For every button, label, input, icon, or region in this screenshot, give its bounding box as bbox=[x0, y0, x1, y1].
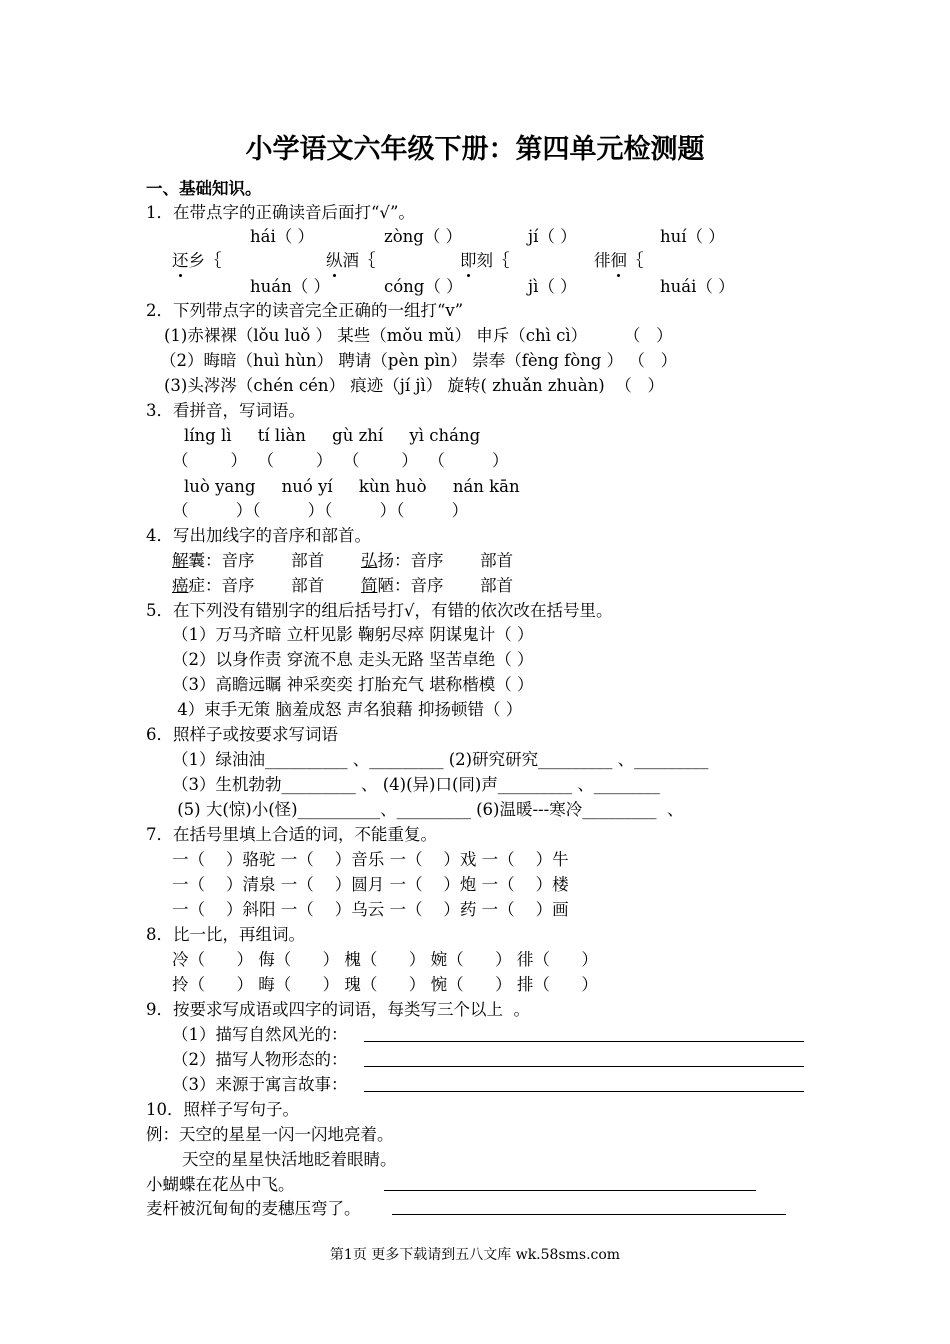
question-1-stem: 1．在带点字的正确读音后面打“√”。 bbox=[146, 203, 415, 222]
question-8-stem: 8．比一比，再组词。 bbox=[146, 925, 305, 944]
answer-brackets: （ ） （ ） （ ） （ ） bbox=[172, 451, 509, 470]
dotted-word: 纵酒｛ bbox=[326, 251, 376, 270]
pinyin-option: hái（ ） bbox=[250, 227, 314, 246]
answer-line bbox=[364, 1041, 804, 1042]
question-4-stem: 4．写出加线字的音序和部首。 bbox=[146, 526, 371, 545]
question-7-row: 一（ ）斜阳 一（ ）乌云 一（ ）药 一（ ）画 bbox=[172, 900, 569, 919]
question-6-row: （1）绿油油__________ 、_________ (2)研究研究_________ 、_________ bbox=[172, 750, 709, 769]
question-8-row: 拎（ ） 晦（ ） 瑰（ ） 惋（ ） 排（ ） bbox=[172, 975, 598, 994]
answer-line bbox=[364, 1066, 804, 1067]
question-5-row: 4）束手无策 脑羞成怒 声名狼藉 抑扬顿错（ ） bbox=[172, 700, 523, 719]
question-2-row: （2）晦暗（huì hùn） 聘请（pèn pìn） 崇奉（fèng fòng ） （ ） bbox=[160, 351, 678, 370]
question-6-stem: 6．照样子或按要求写词语 bbox=[146, 725, 338, 744]
answer-line bbox=[392, 1214, 786, 1215]
question-3-stem: 3．看拼音，写词语。 bbox=[146, 401, 305, 420]
pinyin-option: cóng（ ） bbox=[384, 277, 463, 296]
example-sentence: 天空的星星快活地眨着眼睛。 bbox=[182, 1150, 397, 1169]
question-5-row: （2）以身作责 穿流不息 走头无路 坚苦卓绝（ ） bbox=[172, 650, 534, 669]
answer-brackets: （ ）（ ）（ ）（ ） bbox=[172, 501, 469, 520]
question-2-stem: 2．下列带点字的读音完全正确的一组打“v” bbox=[146, 301, 464, 320]
dotted-word: 即刻｛ bbox=[460, 251, 510, 270]
question-9-prompt: （3）来源于寓言故事： bbox=[172, 1075, 348, 1094]
example-sentence: 例：天空的星星一闪一闪地亮着。 bbox=[146, 1125, 394, 1144]
answer-line bbox=[364, 1091, 804, 1092]
pinyin-option: jí（ ） bbox=[528, 227, 577, 246]
pinyin-option: huái（ ） bbox=[660, 277, 735, 296]
question-7-row: 一（ ）骆驼 一（ ）音乐 一（ ）戏 一（ ）牛 bbox=[172, 850, 569, 869]
question-5-row: （1）万马齐暗 立杆见影 鞠躬尽瘁 阴谋鬼计（ ） bbox=[172, 625, 534, 644]
question-10-stem: 10．照样子写句子。 bbox=[146, 1100, 299, 1119]
question-7-stem: 7．在括号里填上合适的词，不能重复。 bbox=[146, 825, 437, 844]
pinyin-row: líng lì tí liàn gù zhí yì cháng bbox=[184, 426, 481, 445]
pinyin-option: zòng（ ） bbox=[384, 227, 463, 246]
dotted-word: 徘徊｛ bbox=[594, 251, 644, 270]
dotted-word: 还乡｛ bbox=[172, 251, 222, 270]
question-7-row: 一（ ）清泉 一（ ）圆月 一（ ）炮 一（ ）楼 bbox=[172, 875, 569, 894]
question-5-stem: 5．在下列没有错别字的组后括号打√，有错的依次改在括号里。 bbox=[146, 601, 613, 620]
page-title: 小学语文六年级下册：第四单元检测题 bbox=[245, 134, 705, 165]
question-5-row: （3）高瞻远瞩 神采奕奕 打胎充气 堪称楷模（ ） bbox=[172, 675, 534, 694]
page-footer: 第1页 更多下载请到五八文库 wk.58sms.com bbox=[329, 1247, 621, 1263]
question-2-row: (3)头涔涔（chén cén） 痕迹（jí jì） 旋转( zhuǎn zhuàn) （ ） bbox=[164, 376, 664, 395]
practice-sentence: 小蝴蝶在花丛中飞。 bbox=[146, 1175, 295, 1194]
section-heading: 一、基础知识。 bbox=[146, 179, 262, 198]
question-9-stem: 9．按要求写成语或四字的词语，每类写三个以上 。 bbox=[146, 1000, 530, 1019]
question-9-prompt: （2）描写人物形态的： bbox=[172, 1050, 348, 1069]
question-9-prompt: （1）描写自然风光的： bbox=[172, 1025, 348, 1044]
question-6-row: (5) 大(惊)小(怪)__________、_________ (6)温暖---寒冷_________ 、 bbox=[172, 800, 684, 819]
answer-line bbox=[384, 1190, 756, 1191]
question-4-row: 解囊：音序 部首 弘扬：音序 部首 bbox=[172, 551, 514, 570]
pinyin-row: luò yang nuó yí kùn huò nán kān bbox=[184, 477, 520, 496]
question-2-row: (1)赤裸裸（lǒu luǒ ） 某些（mǒu mǔ） 申斥（chì cì） （ ） bbox=[164, 326, 673, 345]
pinyin-option: huán（ ） bbox=[250, 277, 330, 296]
question-6-row: （3）生机勃勃_________ 、 (4)(异)口(同)声_________ 、________ bbox=[172, 775, 660, 794]
pinyin-option: huí（ ） bbox=[660, 227, 725, 246]
question-4-row: 癌症：音序 部首 简陋：音序 部首 bbox=[172, 576, 514, 595]
question-8-row: 冷（ ） 侮（ ） 槐（ ） 婉（ ） 徘（ ） bbox=[172, 950, 598, 969]
practice-sentence: 麦杆被沉甸甸的麦穗压弯了。 bbox=[146, 1199, 361, 1218]
pinyin-option: jì（ ） bbox=[528, 277, 577, 296]
